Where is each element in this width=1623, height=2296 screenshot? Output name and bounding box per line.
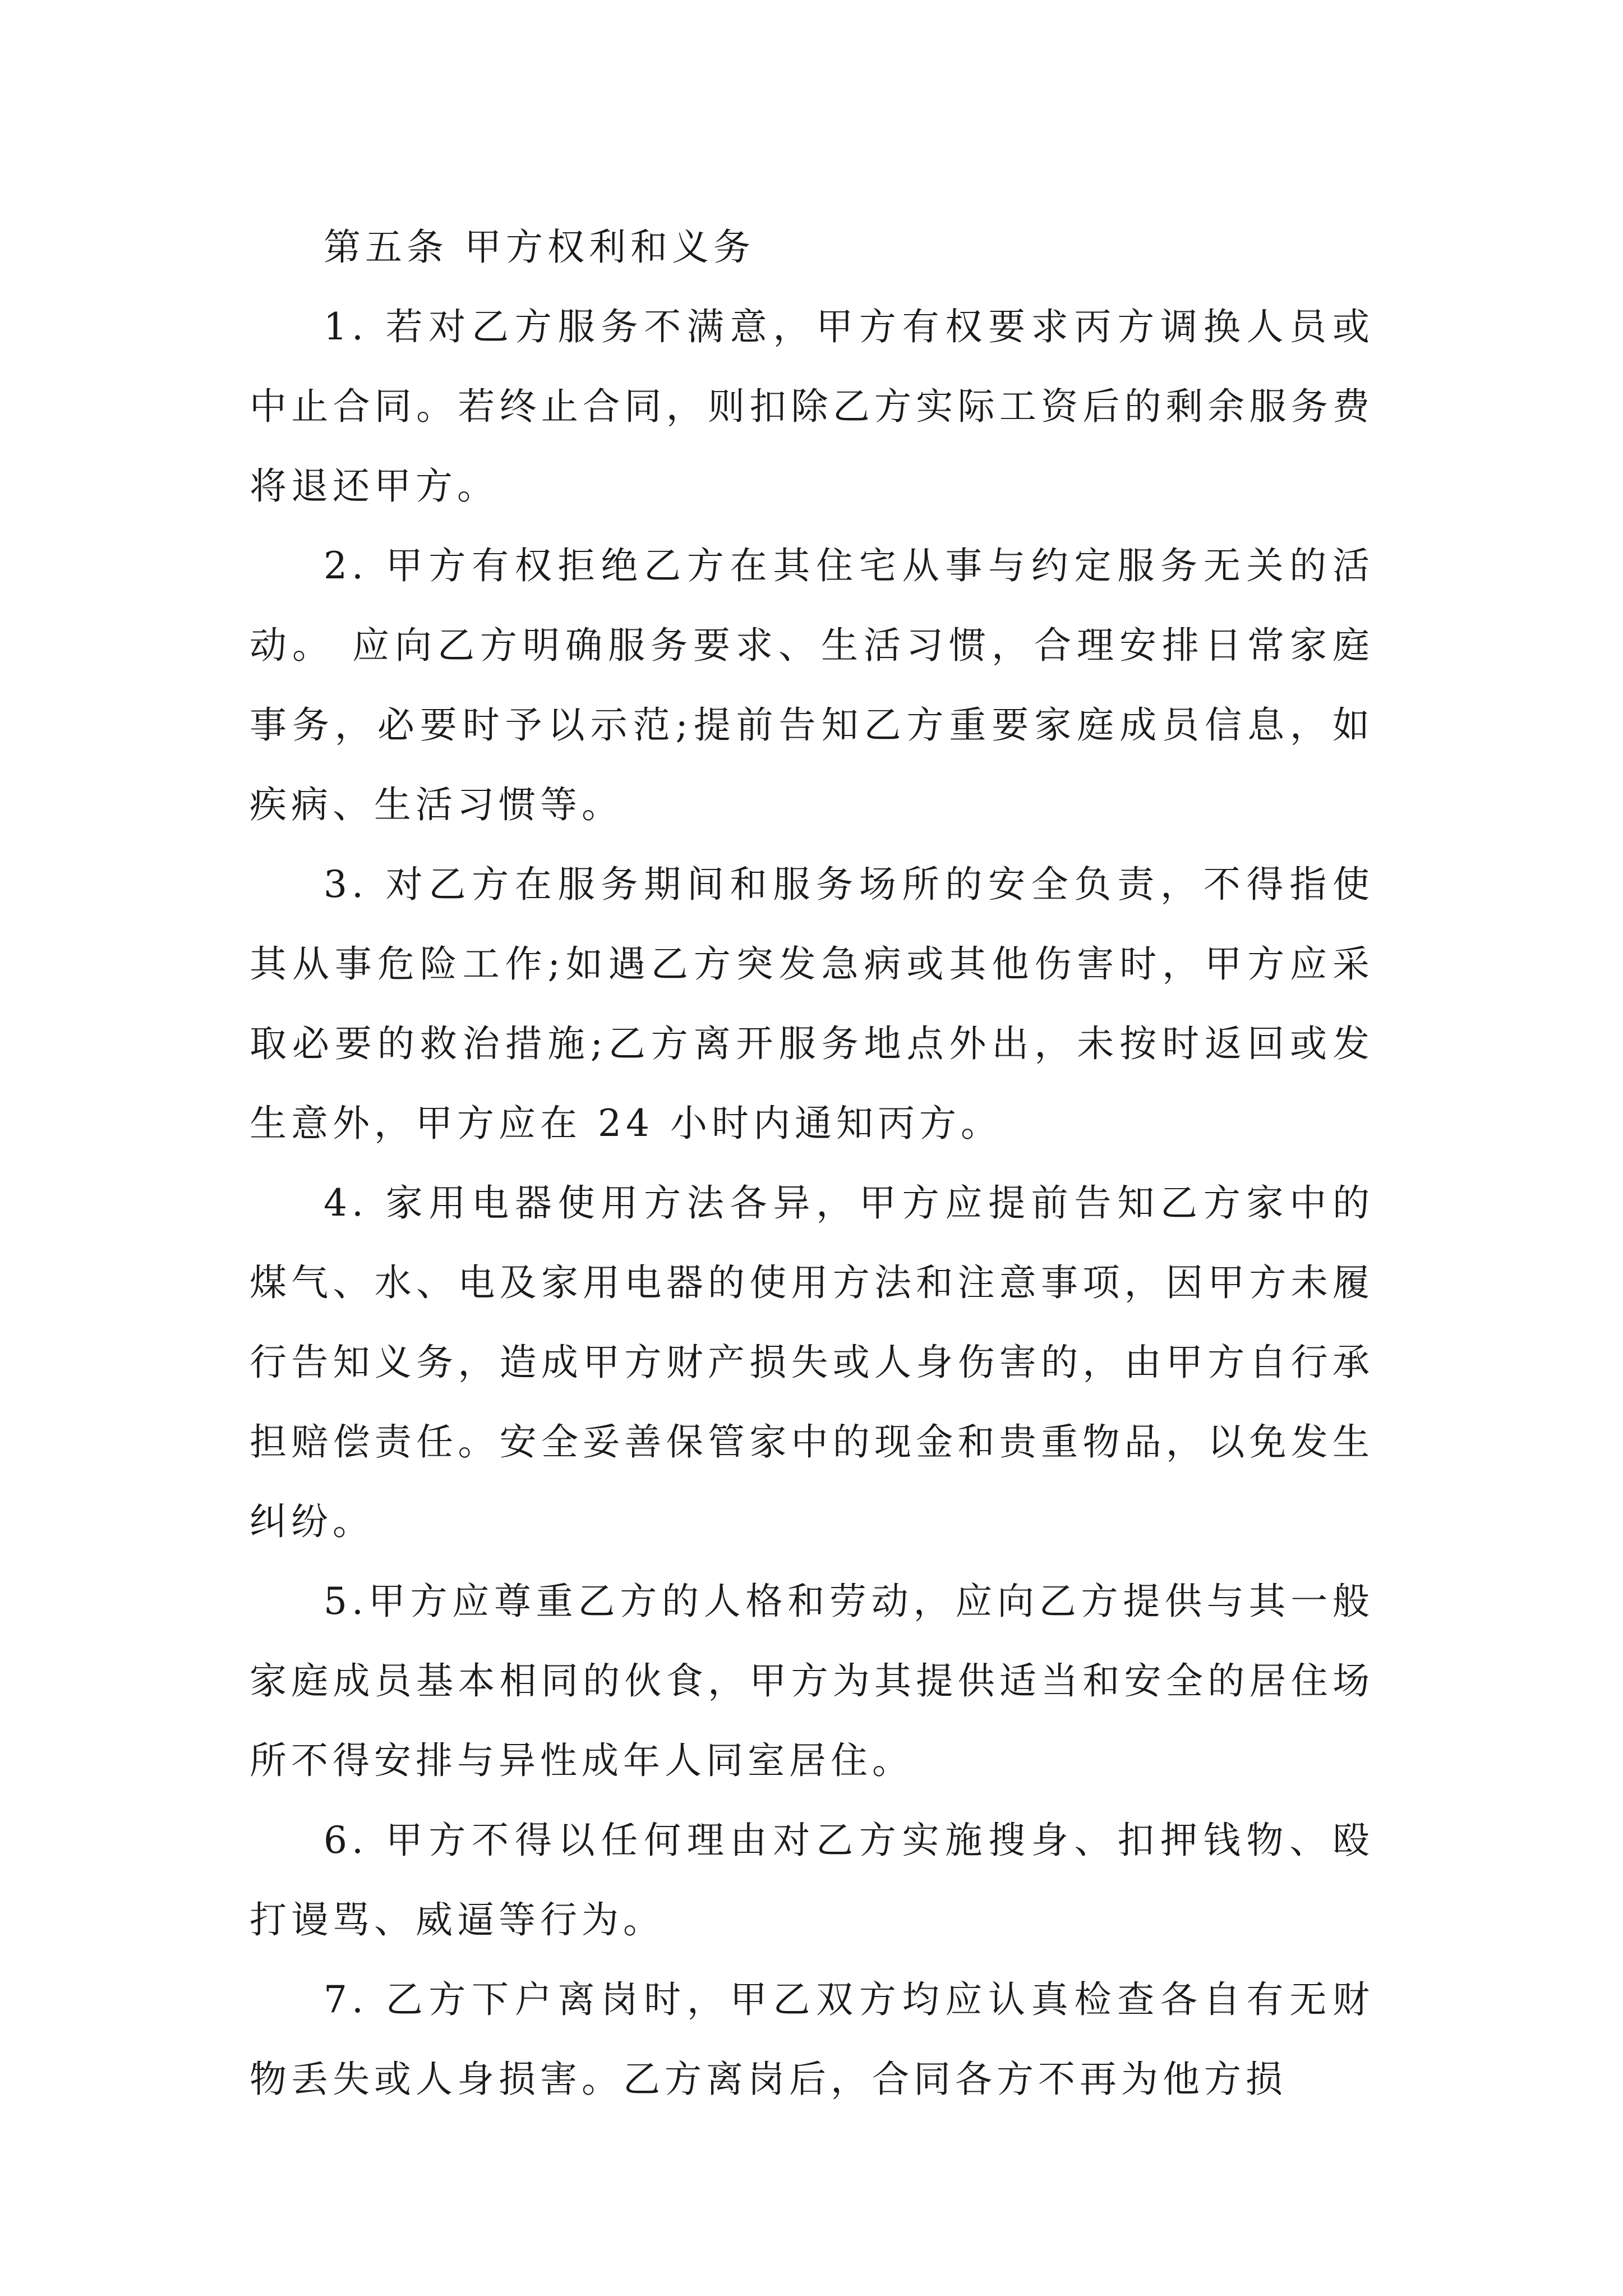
- clause-7: 7. 乙方下户离岗时，甲乙双方均应认真检查各自有无财物丢失或人身损害。乙方离岗后，合同各方不再为他方损: [250, 1978, 1374, 2101]
- clause-1: 1. 若对乙方服务不满意，甲方有权要求丙方调换人员或中止合同。若终止合同，则扣除乙方实际工资后的剩余服务费将退还甲方。: [250, 305, 1374, 508]
- clause-6: 6. 甲方不得以任何理由对乙方实施搜身、扣押钱物、殴打谩骂、威逼等行为。: [250, 1819, 1374, 1941]
- clause-3: 3. 对乙方在服务期间和服务场所的安全负责，不得指使其从事危险工作;如遇乙方突发急病或其他伤害时，甲方应采取必要的救治措施;乙方离开服务地点外出，未按时返回或发生意外，甲方应在 24 小时内通知丙方。: [250, 863, 1374, 1145]
- document-body: [250, 208, 1374, 2119]
- section-heading: 第五条 甲方权利和义务: [324, 226, 755, 269]
- clause-2: 2. 甲方有权拒绝乙方在其住宅从事与约定服务无关的活动。 应向乙方明确服务要求、生活习惯，合理安排日常家庭事务，必要时予以示范;提前告知乙方重要家庭成员信息，如疾病、生活习惯等。: [250, 544, 1374, 826]
- clause-4: 4. 家用电器使用方法各异，甲方应提前告知乙方家中的煤气、水、电及家用电器的使用方法和注意事项，因甲方未履行告知义务，造成甲方财产损失或人身伤害的，由甲方自行承担赔偿责任。安全妥善保管家中的现金和贵重物品，以免发生纠纷。: [250, 1181, 1374, 1543]
- clause-5: 5.甲方应尊重乙方的人格和劳动，应向乙方提供与其一般家庭成员基本相同的伙食，甲方为其提供适当和安全的居住场所不得安排与异性成年人同室居住。: [250, 1580, 1374, 1782]
